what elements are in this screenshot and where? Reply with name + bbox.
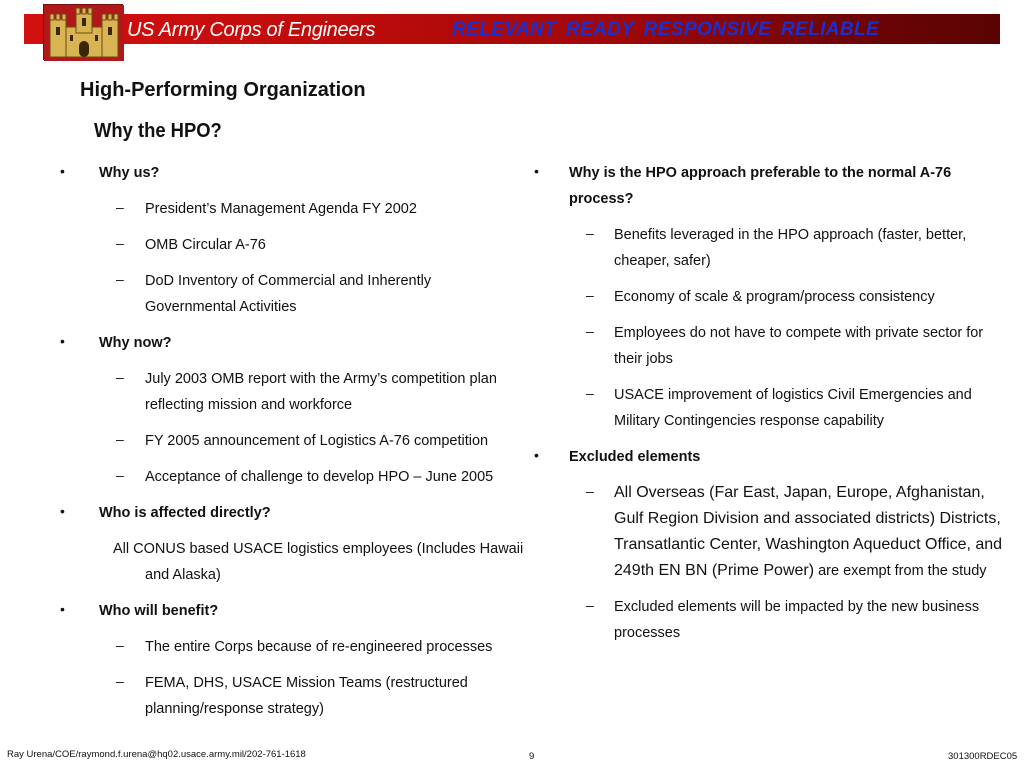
sub-bullet-text-large: All Overseas (Far East, Japan, Europe, Afghanistan, Gulf Region Division and associated districts) Districts, Transatlantic Center, Washington Aqueduct Office, and 249th EN BN (Prime Power): [614, 484, 1003, 579]
bullet-marker: •: [60, 601, 65, 617]
bullet-marker: •: [60, 163, 65, 179]
bullet-preferable: [526, 160, 1021, 212]
sub-bullet-text: Economy of scale & program/process consistency: [614, 289, 935, 305]
bullet-marker: •: [534, 447, 539, 463]
dash-marker: –: [586, 597, 594, 613]
sub-bullet-text: OMB Circular A-76: [145, 237, 266, 253]
dash-marker: –: [116, 467, 124, 483]
left-column: [0, 160, 524, 722]
banner-motto: RELEVANT READY RESPONSIVE RELIABLE: [452, 19, 880, 40]
sub-bullet-text-mixed: [614, 480, 1009, 584]
bullet-text: Why is the HPO approach preferable to the normal A-76 process?: [569, 165, 952, 207]
dash-marker: –: [116, 369, 124, 385]
sub-bullet-text-small: are exempt from the study: [814, 563, 987, 579]
footer-code: 301300RDEC05: [948, 751, 1018, 762]
dash-marker: –: [586, 287, 594, 303]
right-column: [526, 160, 1021, 646]
sub-bullet: [0, 196, 520, 222]
bullet-marker: •: [60, 503, 65, 519]
castle-logo-svg: [44, 5, 124, 61]
sub-bullet-text: USACE improvement of logistics Civil Emergencies and Military Contingencies response capability: [614, 387, 972, 429]
sub-bullet-text: FY 2005 announcement of Logistics A-76 competition: [145, 433, 489, 449]
sub-bullet: [0, 634, 520, 660]
sub-bullet: [526, 480, 1021, 584]
dash-marker: –: [116, 673, 124, 689]
sub-bullet-text: July 2003 OMB report with the Army’s competition plan reflecting mission and workforce: [145, 371, 497, 413]
sub-bullet: [0, 428, 520, 454]
footer-contact: Ray Urena/COE/raymond.f.urena@hq02.usace.army.mil/202-761-1618: [7, 749, 306, 760]
banner-org-name: US Army Corps of Engineers: [127, 19, 376, 41]
sub-bullet: [0, 232, 520, 258]
sub-bullet: [526, 320, 1021, 372]
dash-marker: –: [586, 385, 594, 401]
dash-marker: –: [116, 271, 124, 287]
bullet-why-now: [0, 330, 520, 356]
slide-title: High-Performing Organization: [80, 79, 366, 101]
paragraph-text: All CONUS based USACE logistics employees (Includes Hawaii and Alaska): [113, 541, 524, 583]
sub-bullet: [0, 366, 520, 418]
plain-paragraph: [0, 536, 524, 588]
sub-bullet: [526, 594, 1021, 646]
sub-bullet: [526, 222, 1021, 274]
sub-bullet: [526, 382, 1021, 434]
sub-bullet: [526, 284, 1021, 310]
bullet-text: Who is affected directly?: [99, 505, 271, 521]
sub-bullet: [0, 670, 520, 722]
sub-bullet: [0, 464, 520, 490]
sub-bullet-text: DoD Inventory of Commercial and Inherently Governmental Activities: [145, 273, 432, 315]
bullet-marker: •: [60, 333, 65, 349]
bullet-why-us: [0, 160, 520, 186]
sub-bullet-text: FEMA, DHS, USACE Mission Teams (restructured planning/response strategy): [145, 675, 468, 717]
dash-marker: –: [116, 199, 124, 215]
bullet-text: Excluded elements: [569, 449, 701, 465]
dash-marker: –: [116, 431, 124, 447]
sub-bullet-text: Benefits leveraged in the HPO approach (faster, better, cheaper, safer): [614, 227, 967, 269]
bullet-who-benefit: [0, 598, 520, 624]
castle-logo-icon: [43, 4, 123, 60]
sub-bullet-text: President’s Management Agenda FY 2002: [145, 201, 417, 217]
bullet-text: Why now?: [99, 335, 172, 351]
dash-marker: –: [116, 637, 124, 653]
bullet-excluded: [526, 444, 1021, 470]
slide-subtitle: Why the HPO?: [94, 120, 222, 142]
dash-marker: –: [586, 483, 594, 499]
dash-marker: –: [586, 323, 594, 339]
footer-page-number: 9: [529, 751, 535, 762]
bullet-text: Who will benefit?: [99, 603, 219, 619]
bullet-who-affected: [0, 500, 520, 526]
sub-bullet: [0, 268, 520, 320]
dash-marker: –: [586, 225, 594, 241]
sub-bullet-text: The entire Corps because of re-engineered processes: [145, 639, 493, 655]
sub-bullet-text: Acceptance of challenge to develop HPO – June 2005: [145, 469, 494, 485]
bullet-text: Why us?: [99, 165, 160, 181]
bullet-marker: •: [534, 163, 539, 179]
dash-marker: –: [116, 235, 124, 251]
sub-bullet-text: Employees do not have to compete with private sector for their jobs: [614, 325, 984, 367]
sub-bullet-text: Excluded elements will be impacted by the new business processes: [614, 599, 980, 641]
